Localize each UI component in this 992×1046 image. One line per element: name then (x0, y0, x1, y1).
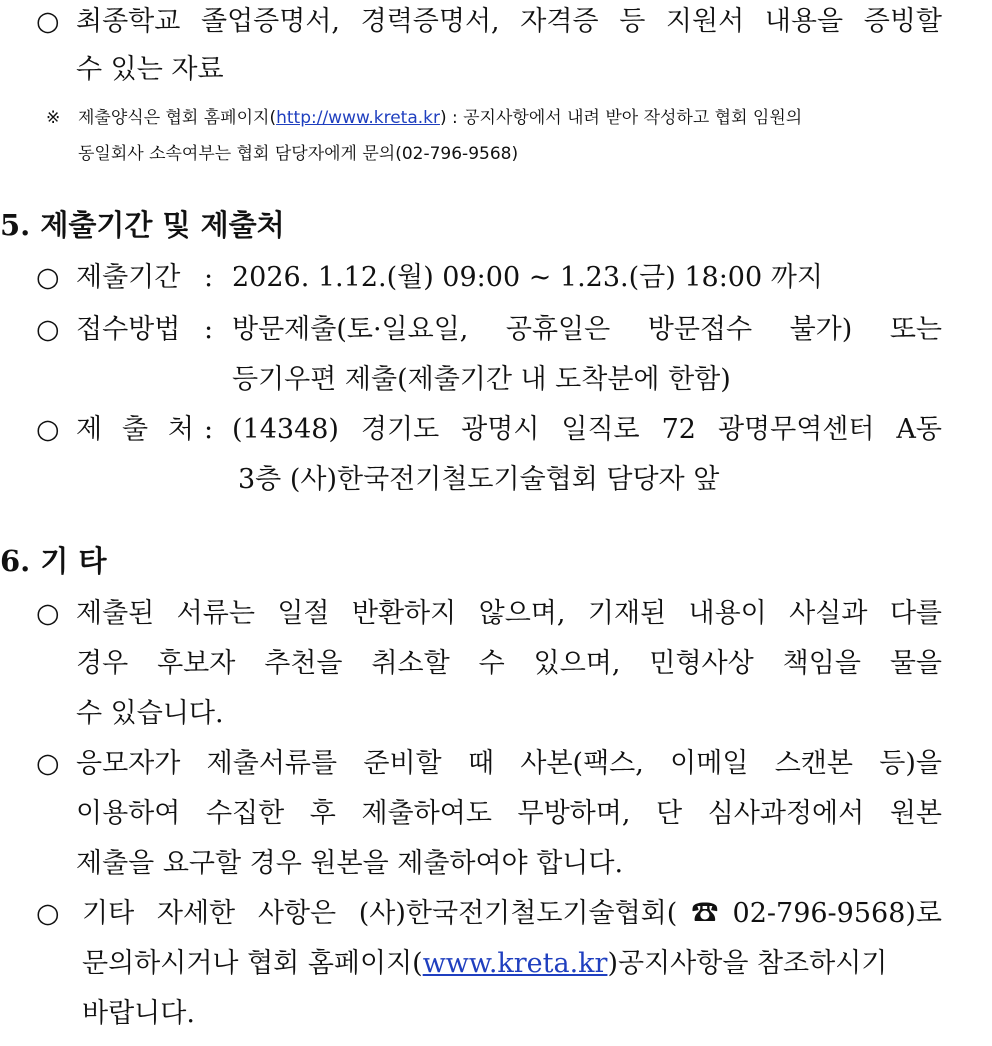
note-line2: 동일회사 소속여부는 협회 담당자에게 문의(02-796-9568) (78, 144, 519, 164)
s5-item3-value-line2: 3층 (사)한국전기철도기술협회 담당자 앞 (238, 464, 720, 495)
note-line1 (78, 106, 944, 130)
s5-item1-label: 제출기간 (76, 262, 181, 293)
s5-item1-bullet: ○ (36, 262, 60, 293)
s6-item3-line1: 기타 자세한 사항은 (사)한국전기철도기술협회(☎02-796-9568)로 (82, 898, 942, 929)
s5-item2-bullet: ○ (36, 314, 60, 345)
note-homepage-link[interactable]: http://www.kreta.kr (276, 108, 440, 128)
s6-item1-line3: 수 있습니다. (76, 698, 224, 729)
top-bullet: ○ (36, 6, 60, 37)
note-mark: ※ (46, 108, 61, 128)
top-item-line2: 수 있는 자료 (76, 54, 224, 85)
s6-item3-line2 (82, 946, 942, 982)
s6-item3-line3: 바랍니다. (82, 998, 195, 1029)
s5-item2-sep: : (204, 314, 214, 345)
top-item-line1: 최종학교 졸업증명서, 경력증명서, 자격증 등 지원서 내용을 증빙할 (76, 6, 942, 37)
s6-item2-bullet: ○ (36, 748, 60, 779)
s5-item3-label: 제 출 처 (76, 414, 194, 445)
s5-item1-value: 2026. 1.12.(월) 09:00 ~ 1.23.(금) 18:00 까지 (232, 262, 823, 293)
homepage-link[interactable]: www.kreta.kr (422, 948, 608, 979)
s6-item2-line3: 제출을 요구할 경우 원본을 제출하여야 합니다. (76, 848, 624, 879)
s6-item3-bullet: ○ (36, 898, 60, 929)
s5-item3-value-line1: (14348) 경기도 광명시 일직로 72 광명무역센터 A동 (232, 414, 942, 445)
s6-item2-line1: 응모자가 제출서류를 준비할 때 사본(팩스, 이메일 스캔본 등)을 (76, 748, 942, 779)
s6-item1-bullet: ○ (36, 598, 60, 629)
section5-title: 5. 제출기간 및 제출처 (0, 208, 285, 242)
section6-title: 6. 기 타 (0, 544, 107, 578)
note-line1-text: 제출양식은 협회 홈페이지(http://www.kreta.kr) : 공지사항에서 내려 받아 작성하고 협회 임원의 (78, 108, 803, 128)
s5-item1-sep: : (204, 262, 214, 293)
s6-item3-line2-text: 문의하시거나 협회 홈페이지(www.kreta.kr)공지사항을 참조하시기 (82, 948, 888, 979)
s6-item1-line1: 제출된 서류는 일절 반환하지 않으며, 기재된 내용이 사실과 다를 (76, 598, 942, 629)
s5-item3-sep: : (204, 414, 214, 445)
s5-item2-value-line2: 등기우편 제출(제출기간 내 도착분에 한함) (232, 364, 731, 395)
s5-item2-value-line1: 방문제출(토·일요일, 공휴일은 방문접수 불가) 또는 (232, 314, 942, 345)
s5-item3-bullet: ○ (36, 414, 60, 445)
s5-item2-label: 접수방법 (76, 314, 181, 345)
s6-item2-line2: 이용하여 수집한 후 제출하여도 무방하며, 단 심사과정에서 원본 (76, 798, 942, 829)
s6-item1-line2: 경우 후보자 추천을 취소할 수 있으며, 민형사상 책임을 물을 (76, 648, 942, 679)
